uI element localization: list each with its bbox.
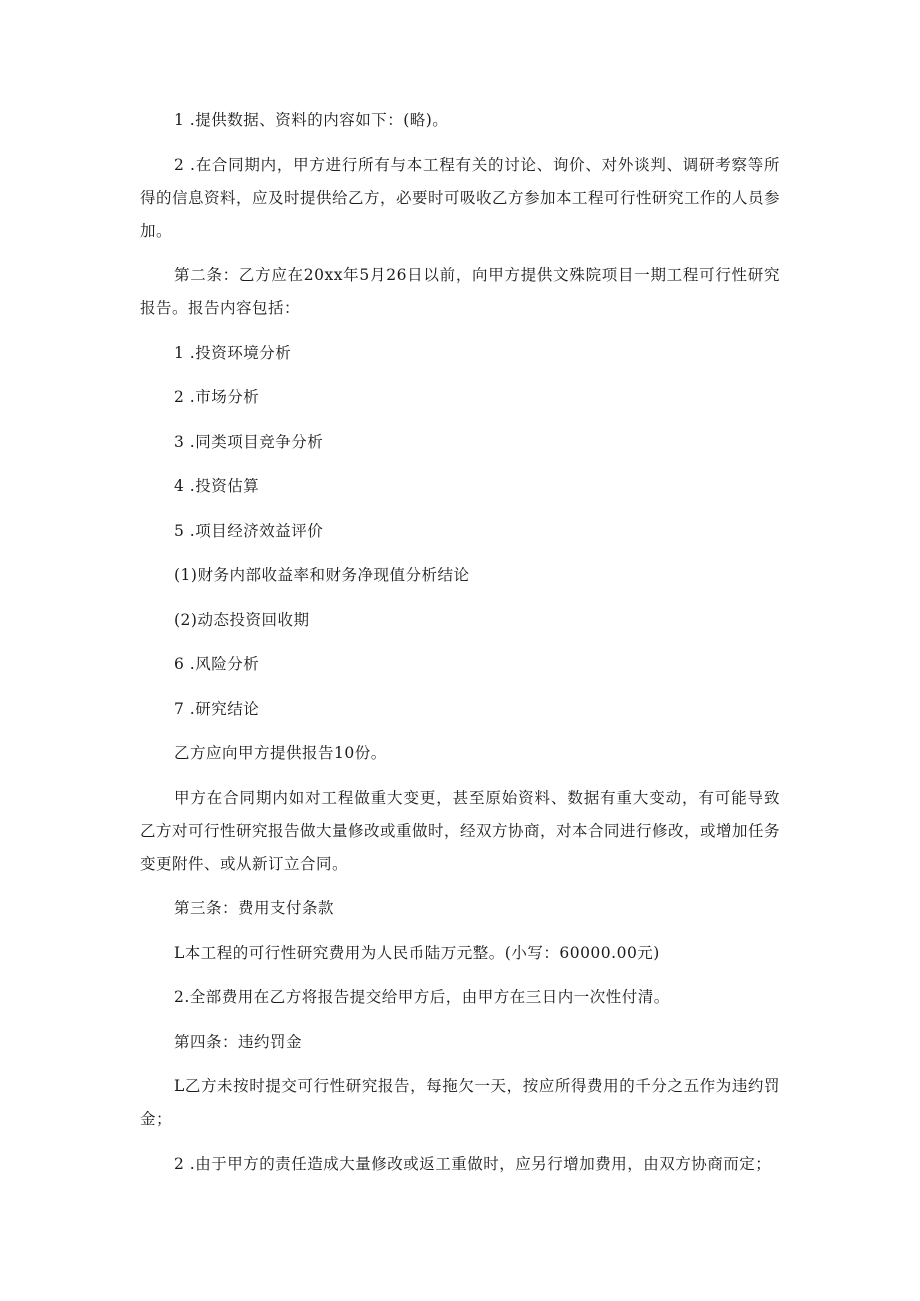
paragraph-data-items: 1 .提供数据、资料的内容如下：(略)。 [174, 111, 449, 129]
heading-article-four: 第四条：违约罚金 [174, 1032, 303, 1051]
heading-article-three: 第三条：费用支付条款 [174, 899, 335, 917]
list-item-market-analysis: 2 .市场分析 [174, 388, 260, 406]
paragraph-late-penalty: L乙方未按时提交可行性研究报告，每拖欠一天，按应所得费用的千分之五作为违约罚金； [140, 1077, 780, 1128]
list-item-conclusion: 7 .研究结论 [174, 699, 260, 718]
list-item-investment-environment: 1 .投资环境分析 [174, 343, 292, 362]
paragraph-fee-amount: L本工程的可行性研究费用为人民币陆万元整。(小写：60000.00元) [174, 943, 660, 962]
sub-item-irr-npv: (1)财务内部收益率和财务净现值分析结论 [174, 566, 470, 584]
list-item-competition-analysis: 3 .同类项目竞争分析 [174, 432, 324, 451]
paragraph-information-sharing: 2 .在合同期内，甲方进行所有与本工程有关的讨论、询价、对外谈判、调研考察等所得的信息资料，应及时提供给乙方，必要时可吸收乙方参加本工程可行性研究工作的人员参加。 [140, 155, 781, 240]
list-item-risk-analysis: 6 .风险分析 [174, 655, 260, 673]
paragraph-article-two: 第二条：乙方应在20xx年5月26日以前，向甲方提供文殊院项目一期工程可行性研究报告。报告内容包括： [140, 266, 780, 317]
document-body [140, 104, 780, 1192]
paragraph-fee-payment: 2.全部费用在乙方将报告提交给甲方后，由甲方在三日内一次性付清。 [174, 988, 670, 1006]
sub-item-payback-period: (2)动态投资回收期 [174, 610, 310, 629]
list-item-economic-evaluation: 5 .项目经济效益评价 [174, 521, 324, 540]
paragraph-major-changes: 甲方在合同期内如对工程做重大变更，甚至原始资料、数据有重大变动，有可能导致乙方对可行性研究报告做大量修改或重做时，经双方协商，对本合同进行修改，或增加任务变更附件、或从新订立合同。 [140, 788, 781, 873]
list-item-investment-estimate: 4 .投资估算 [174, 477, 260, 495]
paragraph-rework-fee: 2 .由于甲方的责任造成大量修改或返工重做时，应另行增加费用，由双方协商而定； [174, 1154, 772, 1173]
paragraph-report-copies: 乙方应向甲方提供报告10份。 [174, 744, 387, 762]
